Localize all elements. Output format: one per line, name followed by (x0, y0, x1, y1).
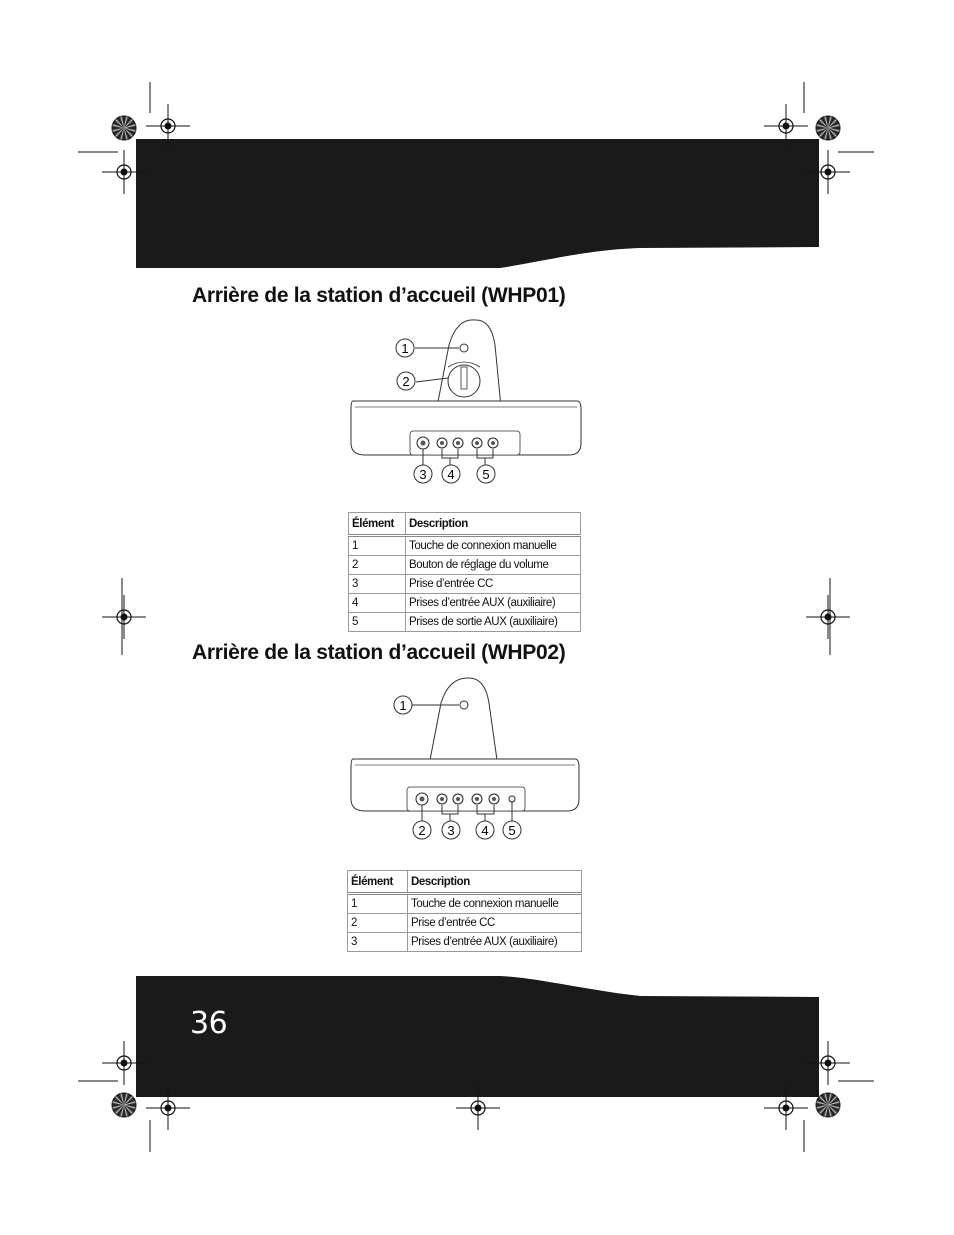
cell-description: Prise d’entrée CC (408, 914, 582, 933)
cell-element: 4 (349, 594, 406, 613)
cell-element: 5 (349, 613, 406, 632)
page-number: 36 (190, 1006, 228, 1041)
cell-description: Prises d’entrée AUX (auxiliaire) (406, 594, 581, 613)
svg-text:1: 1 (399, 698, 407, 713)
callout-4 (442, 465, 460, 483)
header-description: Description (408, 871, 582, 894)
cell-description: Touche de connexion manuelle (406, 536, 581, 556)
header-element: Élément (348, 871, 408, 894)
section-title-whp01: Arrière de la station d’accueil (WHP01) (192, 284, 566, 307)
cell-element: 3 (348, 933, 408, 952)
header-element: Élément (349, 513, 406, 536)
svg-text:4: 4 (447, 467, 455, 482)
table-header-row (349, 513, 581, 536)
callout-3 (414, 465, 432, 483)
table-row (349, 613, 581, 632)
cell-description: Bouton de réglage du volume (406, 556, 581, 575)
callout-4 (476, 821, 494, 839)
svg-text:5: 5 (482, 467, 490, 482)
table-row (349, 575, 581, 594)
cell-element: 3 (349, 575, 406, 594)
callout-2 (397, 372, 415, 390)
table-header-row (348, 871, 582, 894)
cell-description: Prises d’entrée AUX (auxiliaire) (408, 933, 582, 952)
cell-element: 2 (348, 914, 408, 933)
table-row (348, 894, 582, 914)
dock-rear-whp02-figure (345, 675, 585, 845)
svg-text:4: 4 (481, 823, 489, 838)
table-row (349, 594, 581, 613)
table-row (349, 556, 581, 575)
cell-element: 1 (348, 894, 408, 914)
svg-text:3: 3 (447, 823, 455, 838)
callout-5 (503, 821, 521, 839)
svg-text:5: 5 (508, 823, 516, 838)
callout-5 (477, 465, 495, 483)
element-table-whp02 (347, 870, 582, 952)
dock-rear-whp01-figure (345, 315, 585, 490)
svg-text:1: 1 (401, 341, 409, 356)
table-row (348, 933, 582, 952)
svg-text:3: 3 (419, 467, 427, 482)
cell-element: 2 (349, 556, 406, 575)
element-table-whp01 (348, 512, 581, 632)
section-title-whp02: Arrière de la station d’accueil (WHP02) (192, 641, 566, 664)
header-description: Description (406, 513, 581, 536)
callout-2 (413, 821, 431, 839)
table-row (348, 914, 582, 933)
cell-element: 1 (349, 536, 406, 556)
callout-1 (396, 339, 414, 357)
cell-description: Touche de connexion manuelle (408, 894, 582, 914)
callout-3 (442, 821, 460, 839)
svg-text:2: 2 (402, 374, 410, 389)
cell-description: Prise d’entrée CC (406, 575, 581, 594)
callout-1 (394, 696, 412, 714)
cell-description: Prises de sortie AUX (auxiliaire) (406, 613, 581, 632)
table-row (349, 536, 581, 556)
svg-text:2: 2 (418, 823, 426, 838)
